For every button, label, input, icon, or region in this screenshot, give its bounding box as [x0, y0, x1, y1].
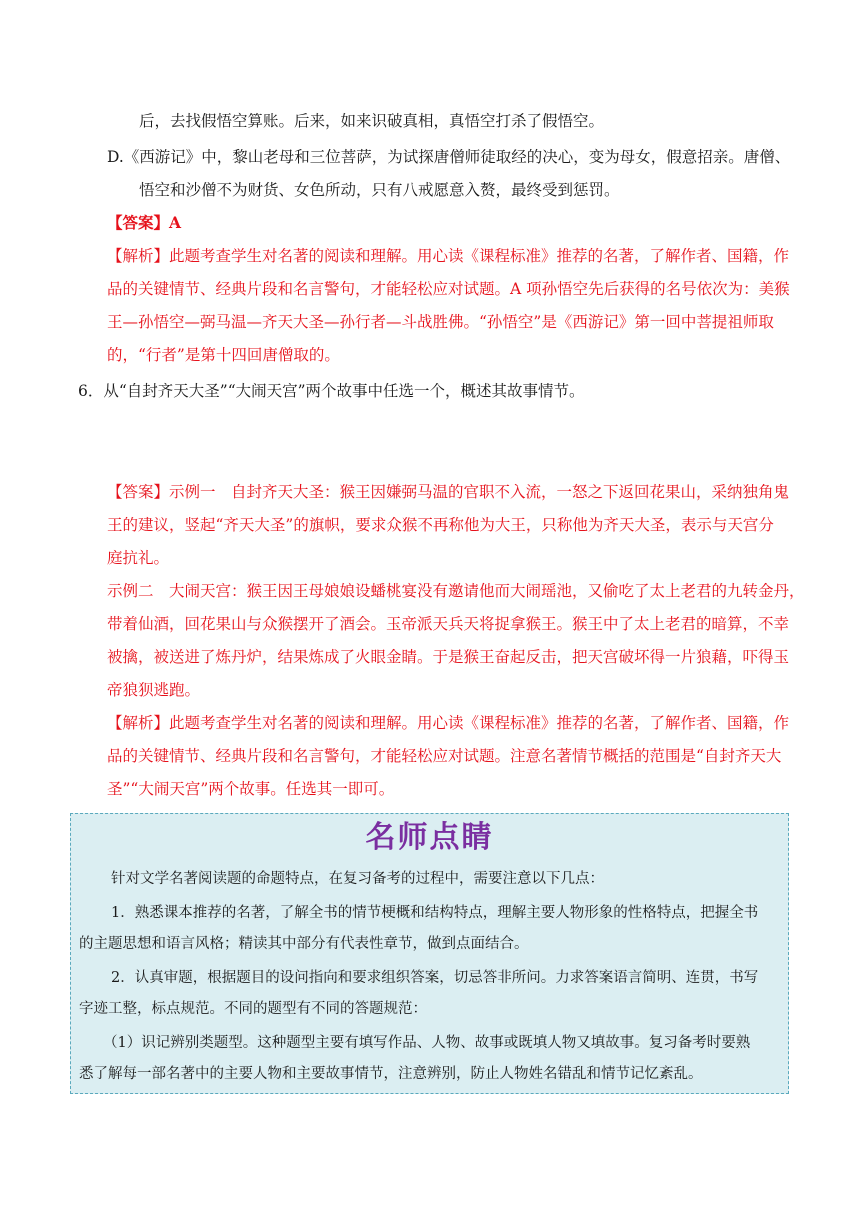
q5-answer: 【答案】A — [107, 213, 182, 232]
q6-answer-line-1: 【答案】示例一 自封齐天大圣：猴王因嫌弼马温的官职不入流，一怒之下返回花果山，采纳独角鬼 — [107, 483, 790, 501]
tip-point-1-line-1: 1．熟悉课本推荐的名著，了解全书的情节梗概和结构特点，理解主要人物形象的性格特点，把握全书 — [111, 905, 759, 921]
q6-analysis-line-1: 【解析】此题考查学生对名著的阅读和理解。用心读《课程标准》推荐的名著，了解作者、国籍，作 — [107, 714, 790, 732]
q6-example2-line-4: 帝狼狈逃跑。 — [107, 681, 201, 699]
q5-analysis-line-1: 【解析】此题考查学生对名著的阅读和理解。用心读《课程标准》推荐的名著，了解作者、国籍，作 — [107, 247, 790, 265]
tip-point-2-line-2: 字迹工整，标点规范。不同的题型有不同的答题规范： — [79, 1001, 427, 1017]
q6-example2-line-1: 示例二 大闹天宫：猴王因王母娘娘设蟠桃宴没有邀请他而大闹瑶池，又偷吃了太上老君的九转金丹， — [107, 582, 805, 600]
q6-question: 6．从“自封齐天大圣”“大闹天宫”两个故事中任选一个，概述其故事情节。 — [78, 382, 585, 400]
tip-point-3-line-2: 悉了解每一部名著中的主要人物和主要故事情节，注意辨别，防止人物姓名错乱和情节记忆紊乱。 — [79, 1066, 703, 1082]
q6-analysis-line-2: 品的关键情节、经典片段和名言警句，才能轻松应对试题。注意名著情节概括的范围是“自封齐天大 — [107, 747, 782, 765]
tip-box-title: 名师点睛 — [365, 820, 494, 855]
q5-analysis-line-2: 品的关键情节、经典片段和名言警句，才能轻松应对试题。A 项孙悟空先后获得的名号依次为：美猴 — [107, 280, 790, 298]
tip-point-1-line-2: 的主题思想和语言风格；精读其中部分有代表性章节，做到点面结合。 — [79, 936, 529, 952]
q5-analysis-line-4: 的，“行者”是第十四回唐僧取的。 — [107, 346, 340, 364]
tip-intro: 针对文学名著阅读题的命题特点，在复习备考的过程中，需要注意以下几点： — [111, 871, 604, 887]
tip-box — [70, 813, 789, 1094]
q6-answer-line-2: 王的建议，竖起“齐天大圣”的旗帜，要求众猴不再称他为大王，只称他为齐天大圣，表示与天宫分 — [107, 516, 774, 534]
tip-point-3-line-1: （1）识记辨别类题型。这种题型主要有填写作品、人物、故事或既填人物又填故事。复习备考时要熟 — [103, 1035, 751, 1051]
option-c-tail: 后，去找假悟空算账。后来，如来识破真相，真悟空打杀了假悟空。 — [139, 112, 605, 130]
tip-point-2-line-1: 2．认真审题，根据题目的设问指向和要求组织答案，切忌答非所问。力求答案语言简明、连贯，书写 — [111, 970, 759, 986]
q6-analysis-line-3: 圣”“大闹天宫”两个故事。任选其一即可。 — [107, 780, 395, 798]
q6-example2-line-2: 带着仙酒，回花果山与众猴摆开了酒会。玉帝派天兵天将捉拿猴王。猴王中了太上老君的暗算，不幸 — [107, 615, 790, 633]
q6-example2-line-3: 被擒，被送进了炼丹炉，结果炼成了火眼金睛。于是猴王奋起反击，把天宫破坏得一片狼藉，吓得玉 — [107, 648, 790, 666]
option-d-line-2: 悟空和沙僧不为财货、女色所动，只有八戒愿意入赘，最终受到惩罚。 — [139, 181, 620, 199]
q5-analysis-line-3: 王—孙悟空—弼马温—齐天大圣—孙行者—斗战胜佛。“孙悟空”是《西游记》第一回中菩提祖师取 — [107, 313, 774, 331]
q6-answer-line-3: 庭抗礼。 — [107, 549, 170, 567]
option-d-line-1: D.《西游记》中，黎山老母和三位菩萨，为试探唐僧师徒取经的决心，变为母女，假意招亲。唐僧、 — [107, 148, 791, 166]
